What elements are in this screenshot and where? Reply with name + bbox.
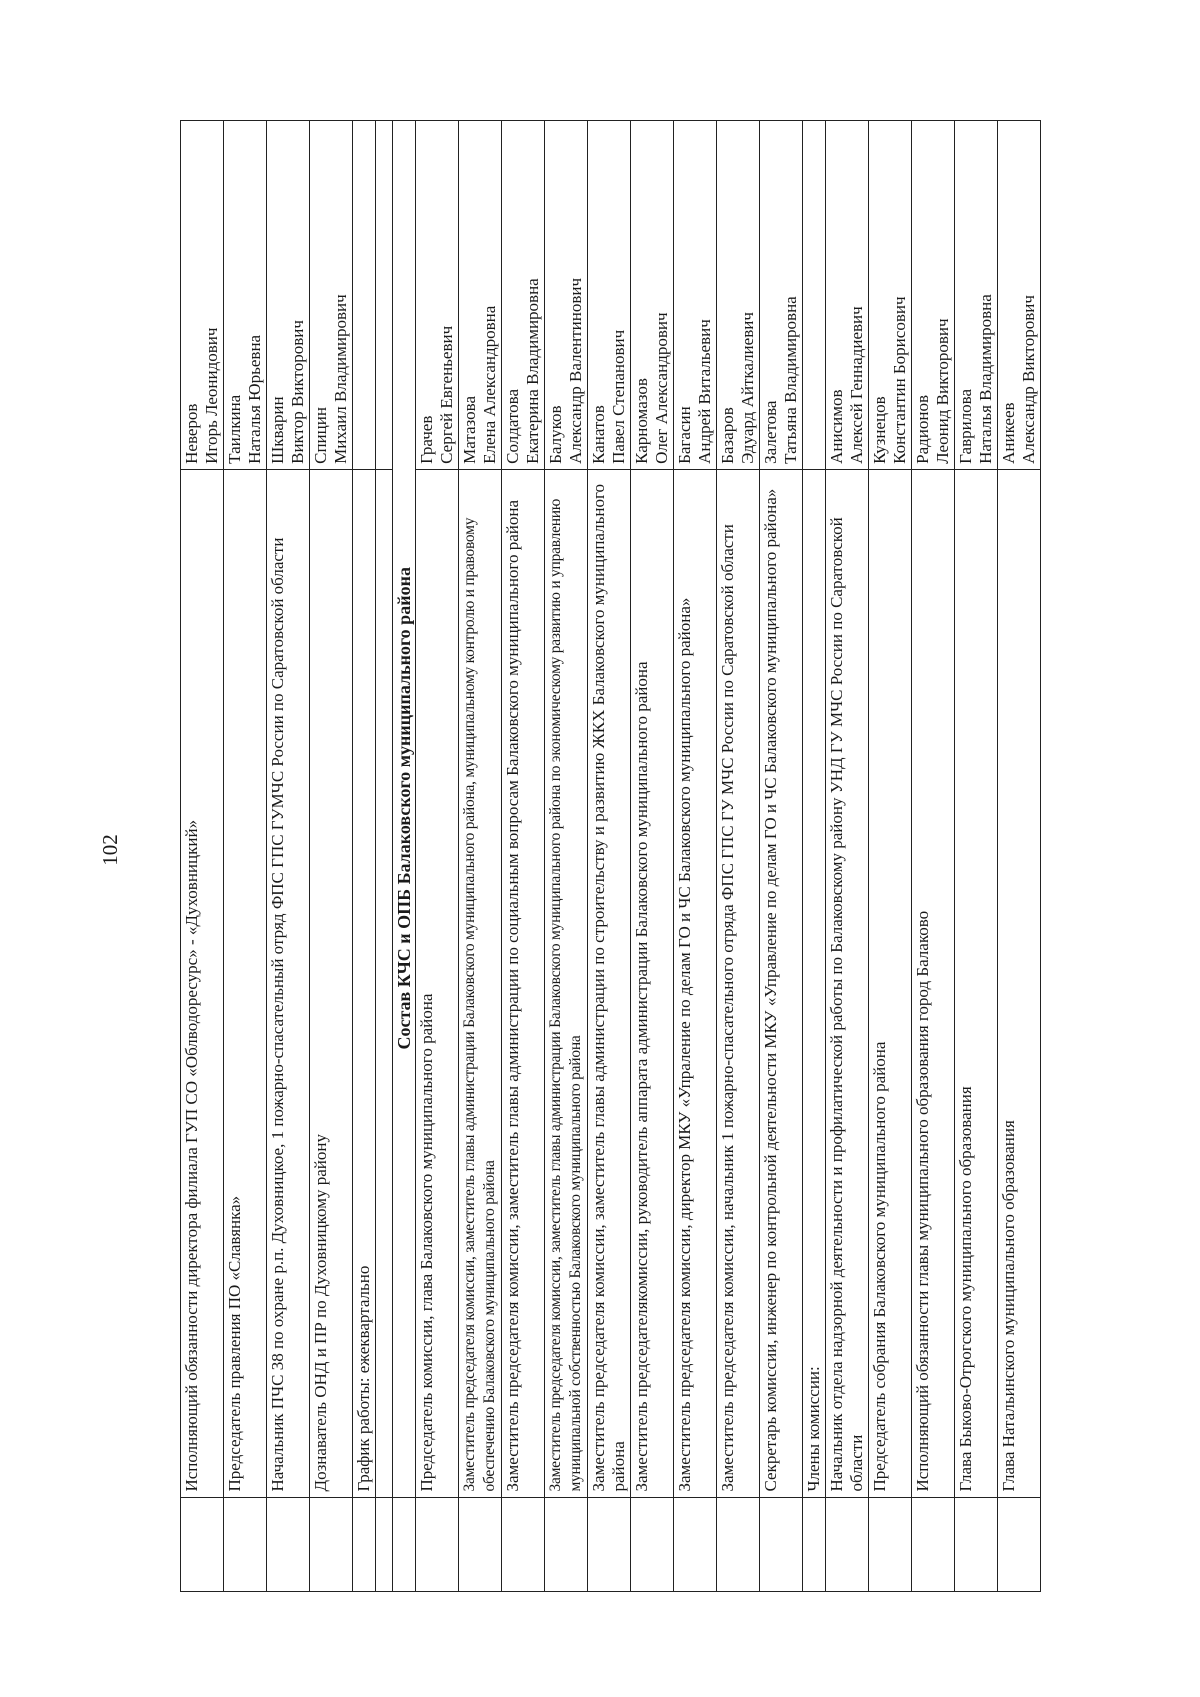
surname: Гаврилова (956, 388, 975, 464)
number-cell (674, 1497, 717, 1591)
given-names: Александр Валентинович (566, 277, 585, 464)
given-names: Екатерина Владимировна (523, 278, 542, 464)
number-cell (502, 1497, 545, 1591)
spacer-cell (376, 1497, 393, 1591)
given-names: Михаил Владимирович (331, 294, 350, 464)
given-names: Наталья Владимировна (976, 294, 995, 464)
table-row (803, 121, 826, 1592)
given-names: Сергей Евгеньевич (437, 325, 456, 464)
surname: Грачев (417, 415, 436, 464)
number-cell (459, 1497, 502, 1591)
table-body-top (181, 121, 376, 1592)
name-cell (502, 121, 545, 470)
name-cell (416, 121, 459, 470)
surname: Радионов (913, 395, 932, 464)
number-cell (631, 1497, 674, 1591)
name-cell (310, 121, 353, 470)
given-names: Андрей Витальевич (695, 319, 714, 464)
name-cell (717, 121, 760, 470)
name-cell (459, 121, 502, 470)
number-cell (826, 1497, 869, 1591)
role-cell: Заместитель председателя комиссии, заместитель главы администрации Балаковского муниципального района по экономическому развитию и управлению муниципальной собственностью Балаковского муниципального района (545, 469, 588, 1497)
surname: Базаров (718, 407, 737, 464)
name-cell (181, 121, 224, 470)
table-row (459, 121, 502, 1592)
surname: Балуков (546, 405, 565, 464)
table-row (502, 121, 545, 1592)
role-cell: Глава Быково-Отрогского муниципального образования (955, 469, 998, 1497)
section-heading-body (376, 121, 416, 1592)
table-row (760, 121, 803, 1592)
role-cell: Заместитель председателякомиссии, руководитель аппарата администрации Балаковского муниципального района (631, 469, 674, 1497)
given-names: Константин Борисович (890, 296, 909, 464)
role-cell: Заместитель председателя комиссии, начальник 1 пожарно-спасательного отряда ФПС ГПС ГУ МЧС России по Саратовской области (717, 469, 760, 1497)
number-cell (416, 1497, 459, 1591)
table-row (393, 121, 416, 1592)
role-cell: Заместитель председателя комиссии, директор МКУ «Упраление по делам ГО и ЧС Балаковского муниципального района» (674, 469, 717, 1497)
surname: Неверов (182, 403, 201, 464)
section-heading: Состав КЧС и ОПБ Балаковского муниципального района (393, 121, 416, 1498)
rotated-content (180, 120, 1098, 1592)
number-cell (760, 1497, 803, 1591)
name-cell (998, 121, 1041, 470)
role-cell: Заместитель председателя комиссии, заместитель главы администрации по строительству и развитию ЖКХ Балаковского муниципального района (588, 469, 631, 1497)
number-cell (353, 1497, 376, 1591)
given-names: Алексей Геннадиевич (847, 306, 866, 464)
table-row (717, 121, 760, 1592)
name-cell (631, 121, 674, 470)
spacer-cell (376, 469, 393, 1497)
number-cell (267, 1497, 310, 1591)
surname: Аникеев (999, 402, 1018, 464)
given-names: Виктор Викторович (288, 320, 307, 464)
table-row (955, 121, 998, 1592)
surname: Шкварин (268, 396, 287, 464)
number-cell (717, 1497, 760, 1591)
given-names: Елена Александровна (480, 305, 499, 464)
name-cell (912, 121, 955, 470)
table-row (869, 121, 912, 1592)
number-cell (955, 1497, 998, 1591)
name-cell (869, 121, 912, 470)
surname: Матазова (460, 396, 479, 464)
table-row (416, 121, 459, 1592)
table-row (588, 121, 631, 1592)
role-cell: Исполняющий обязанности директора филиала ГУП СО «Облводоресурс» - «Духовницкий» (181, 469, 224, 1497)
name-cell (588, 121, 631, 470)
number-cell (393, 1497, 416, 1591)
table-body-bottom (416, 121, 1041, 1592)
table-row (224, 121, 267, 1592)
table-row (912, 121, 955, 1592)
surname: Кузнецов (870, 396, 889, 464)
role-cell: Начальник отдела надзорной деятельности и профилатической работы по Балаковскому району УНД ГУ МЧС России по Саратовской области (826, 469, 869, 1497)
surname: Залетова (761, 400, 780, 464)
number-cell (181, 1497, 224, 1591)
surname: Солдатова (503, 388, 522, 464)
number-cell (803, 1497, 826, 1591)
role-cell: Председатель собрания Балаковского муниципального района (869, 469, 912, 1497)
table-row (310, 121, 353, 1592)
number-cell (869, 1497, 912, 1591)
role-cell: Заместитель председателя комиссии, заместитель главы администрации Балаковского муниципального района, муниципальному контролю и правовому обеспечению Балаковского муниципального района (459, 469, 502, 1497)
table-row (353, 121, 376, 1592)
given-names: Эдуард Айткалиевич (738, 312, 757, 464)
table-row (545, 121, 588, 1592)
surname: Анисимов (827, 389, 846, 464)
number-cell (310, 1497, 353, 1591)
surname: Канатов (589, 405, 608, 464)
name-cell (353, 121, 376, 470)
role-cell: Начальник ПЧС 38 по охране р.п. Духовницкое, 1 пожарно-спасательный отряд ФПС ГПС ГУМЧС России по Саратовской области (267, 469, 310, 1497)
role-cell: Председатель правления ПО «Славянка» (224, 469, 267, 1497)
given-names: Павел Степанович (609, 329, 628, 464)
role-cell: Заместитель председателя комиссии, заместитель главы администрации по социальным вопросам Балаковского муниципального района (502, 469, 545, 1497)
surname: Таилкина (225, 394, 244, 464)
role-cell: Секретарь комиссии, инженер по контрольной деятельности МКУ «Управление по делам ГО и ЧС Балаковского муниципального района» (760, 469, 803, 1497)
table-row (674, 121, 717, 1592)
surname: Багасин (675, 406, 694, 464)
given-names: Игорь Леонидович (202, 327, 221, 464)
given-names: Александр Викторович (1019, 295, 1038, 464)
name-cell (545, 121, 588, 470)
table-row (376, 121, 393, 1592)
number-cell (545, 1497, 588, 1591)
given-names: Татьяна Владимировна (781, 296, 800, 464)
number-cell (588, 1497, 631, 1591)
number-cell (912, 1497, 955, 1591)
name-cell (826, 121, 869, 470)
given-names: Леонид Викторович (933, 318, 952, 464)
name-cell (267, 121, 310, 470)
table-row (181, 121, 224, 1592)
surname: Спицин (311, 407, 330, 464)
number-cell (998, 1497, 1041, 1591)
spacer-cell (376, 121, 393, 470)
table-row (998, 121, 1041, 1592)
role-cell: Председатель комиссии, глава Балаковского муниципального района (416, 469, 459, 1497)
given-names: Наталья Юрьевна (245, 334, 264, 464)
role-cell: Члены комиссии: (803, 469, 826, 1497)
table-row (826, 121, 869, 1592)
name-cell (674, 121, 717, 470)
name-cell (955, 121, 998, 470)
table-row (631, 121, 674, 1592)
page-number: 102 (98, 834, 122, 866)
commission-table (180, 120, 1041, 1592)
table-row (267, 121, 310, 1592)
given-names: Олег Александрович (652, 312, 671, 464)
number-cell (224, 1497, 267, 1591)
name-cell (224, 121, 267, 470)
surname: Карномазов (632, 378, 651, 464)
name-cell (760, 121, 803, 470)
role-cell: График работы: ежеквартально (353, 469, 376, 1497)
role-cell: Глава Натальинского муниципального образования (998, 469, 1041, 1497)
name-cell (803, 121, 826, 470)
role-cell: Дознаватель ОНД и ПР по Духовницкому району (310, 469, 353, 1497)
role-cell: Исполняющий обязанности главы муниципального образования город Балаково (912, 469, 955, 1497)
